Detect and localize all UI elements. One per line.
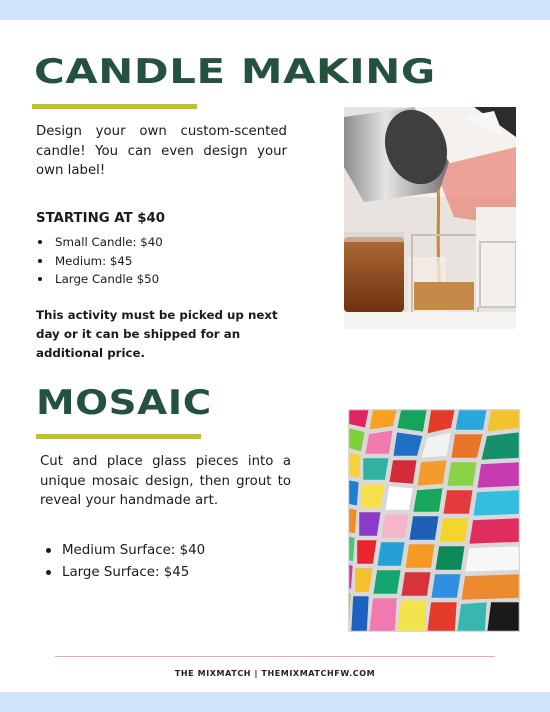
footer-text: THE MIXMATCH | THEMIXMATCHFW.COM <box>174 669 376 678</box>
mosaic-price-list <box>46 540 205 583</box>
mosaic-title: MOSAIC <box>36 383 212 423</box>
candle-option-small: Small Candle: $40 <box>55 235 163 249</box>
candle-option-large: Large Candle $50 <box>55 272 160 287</box>
list-item <box>38 270 163 289</box>
list-item <box>46 540 205 562</box>
candle-title-underline <box>32 104 197 109</box>
candle-pouring-photo <box>344 107 516 329</box>
candle-option-medium: Medium: $45 <box>55 253 133 268</box>
mosaic-tiles-photo <box>348 409 520 632</box>
list-item <box>46 562 205 584</box>
bullet-dot <box>46 570 51 575</box>
bottom-color-band <box>0 692 550 712</box>
list-item <box>38 233 163 252</box>
pickup-note: This activity must be picked up next day or it can be shipped for an additional price. <box>36 308 278 360</box>
candle-photo-illustration <box>344 107 516 329</box>
candle-price-list <box>38 233 163 289</box>
footer-divider <box>55 656 495 657</box>
top-color-band <box>0 0 550 20</box>
bullet-dot <box>46 548 51 553</box>
mosaic-description: Cut and place glass pieces into a unique mosaic design, then grout to reveal your handmade art. <box>40 454 291 508</box>
candle-description: Design your own custom-scented candle! You can even design your own label! <box>36 124 287 178</box>
mosaic-option-medium: Medium Surface: $40 <box>62 543 206 558</box>
candle-price-heading: STARTING AT $40 <box>36 211 165 226</box>
bullet-dot <box>38 277 42 281</box>
mosaic-photo-illustration <box>348 409 520 632</box>
mosaic-option-large: Large Surface: $45 <box>62 564 190 580</box>
list-item <box>38 252 163 271</box>
candle-making-title: CANDLE MAKING <box>34 52 436 92</box>
bullet-dot <box>38 240 42 244</box>
mosaic-title-underline <box>36 434 201 439</box>
bullet-dot <box>38 259 42 263</box>
